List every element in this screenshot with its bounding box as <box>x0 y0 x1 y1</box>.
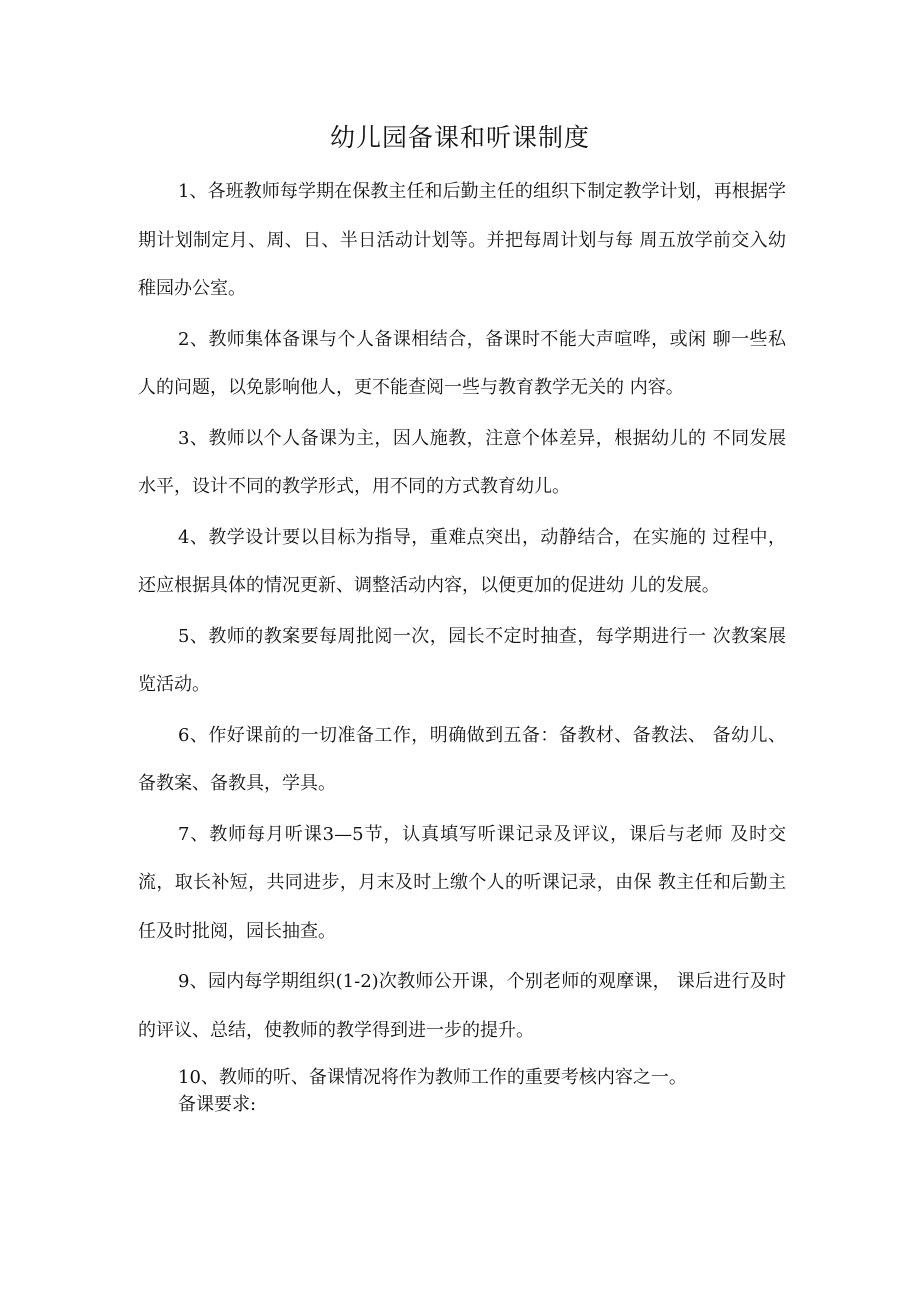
document-body <box>138 168 786 1119</box>
paragraph-2: 2、教师集体备课与个人备课相结合，备课时不能大声喧哗，或闲 聊一些私人的问题，以免影响他人，更不能查阅一些与教育教学无关的 内容。 <box>138 328 786 398</box>
paragraph-4: 4、教学设计要以目标为指导，重难点突出，动静结合，在实施的 过程中，还应根据具体的情况更新、调整活动内容，以便更加的促进幼 儿的发展。 <box>138 526 786 596</box>
page-title: 幼儿园备课和听课制度 <box>329 123 590 152</box>
section-subheading: 备课要求: <box>178 1094 257 1115</box>
paragraph-10: 10、教师的听、备课情况将作为教师工作的重要考核内容之一。 <box>178 1067 687 1088</box>
paragraph-1: 1、各班教师每学期在保教主任和后勤主任的组织下制定教学计划，再根据学期计划制定月、周、日、半日活动计划等。并把每周计划与每 周五放学前交入幼稚园办公室。 <box>138 181 786 299</box>
paragraph-3: 3、教师以个人备课为主，因人施教，注意个体差异，根据幼儿的 不同发展水平，设计不同的教学形式，用不同的方式教育幼儿。 <box>138 427 786 497</box>
paragraph-7: 7、教师每月听课3—5节，认真填写听课记录及评议，课后与老师 及时交流，取长补短，共同进步，月末及时上缴个人的听课记录，由保 教主任和后勤主任及时批阅，园长抽查。 <box>138 823 786 942</box>
paragraph-6: 6、作好课前的一切准备工作，明确做到五备：备教材、备教法、 备幼儿、备教案、备教具，学具。 <box>138 724 786 794</box>
paragraph-5: 5、教师的教案要每周批阅一次，园长不定时抽查，每学期进行一 次教案展览活动。 <box>138 625 786 695</box>
paragraph-9: 9、园内每学期组织(1-2)次教师公开课，个别老师的观摩课， 课后进行及时的评议、总结，使教师的教学得到进一步的提升。 <box>138 971 786 1041</box>
